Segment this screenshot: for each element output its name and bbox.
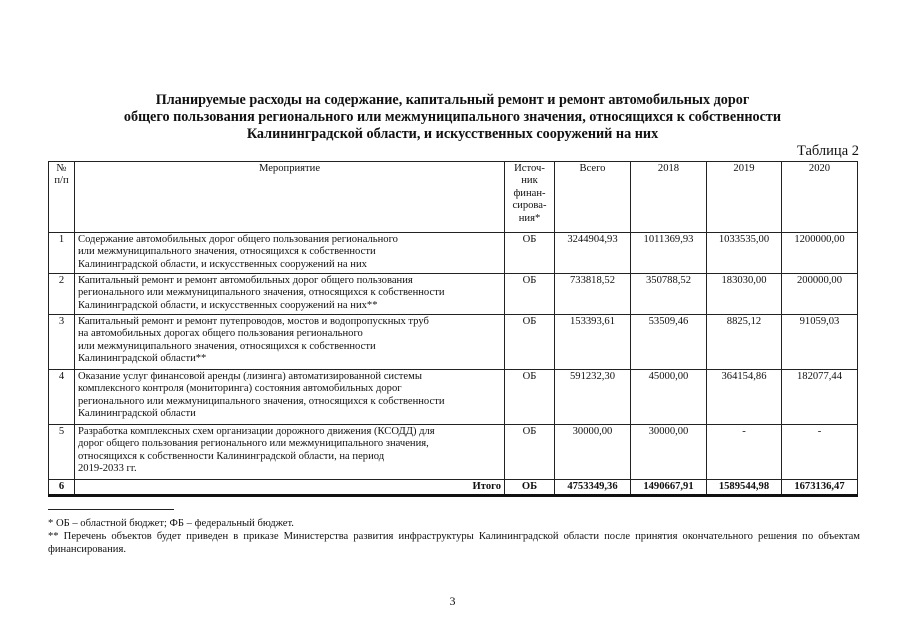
row-source: ОБ xyxy=(505,370,555,425)
row-name: Капитальный ремонт и ремонт автомобильных дорог общего пользования регионального или межмуниципального значения, относящихся к собственности Калининградской области, и искусственных сооружений на них** xyxy=(75,274,505,315)
title-line-2: общего пользования регионального или межмуниципального значения, относящихся к собственности xyxy=(123,109,782,125)
title-line-1: Планируемые расходы на содержание, капитальный ремонт и ремонт автомобильных дорог xyxy=(155,92,750,108)
row-source: ОБ xyxy=(505,425,555,480)
header-name: Мероприятие xyxy=(75,162,505,233)
row-source: ОБ xyxy=(505,233,555,274)
row-2019: 8825,12 xyxy=(707,315,782,370)
row-source: ОБ xyxy=(505,315,555,370)
row-total: 153393,61 xyxy=(555,315,631,370)
row-num: 5 xyxy=(49,425,75,480)
row-total: 591232,30 xyxy=(555,370,631,425)
total-2018: 1490667,91 xyxy=(631,480,707,496)
total-source: ОБ xyxy=(505,480,555,496)
row-2019: - xyxy=(707,425,782,480)
table-header-row xyxy=(49,162,858,233)
header-total: Всего xyxy=(555,162,631,233)
page-number: 3 xyxy=(449,594,456,608)
table-total-row xyxy=(49,480,858,496)
expenses-table xyxy=(48,161,858,497)
total-num: 6 xyxy=(49,480,75,496)
row-2019: 364154,86 xyxy=(707,370,782,425)
header-2020: 2020 xyxy=(782,162,858,233)
row-2018: 30000,00 xyxy=(631,425,707,480)
total-2020: 1673136,47 xyxy=(782,480,858,496)
row-2018: 1011369,93 xyxy=(631,233,707,274)
row-2019: 183030,00 xyxy=(707,274,782,315)
row-name: Капитальный ремонт и ремонт путепроводов, мостов и водопропускных труб на автомобильных дорогах общего пользования регионального или межмуниципального значения, относящихся к собственности Калининградской области** xyxy=(75,315,505,370)
table-row xyxy=(49,370,858,425)
footnote-1: * ОБ – областной бюджет; ФБ – федеральный бюджет. xyxy=(48,518,294,529)
row-2020: 182077,44 xyxy=(782,370,858,425)
row-num: 2 xyxy=(49,274,75,315)
row-num: 3 xyxy=(49,315,75,370)
header-2018: 2018 xyxy=(631,162,707,233)
row-2019: 1033535,00 xyxy=(707,233,782,274)
row-source: ОБ xyxy=(505,274,555,315)
total-label: Итого xyxy=(75,480,505,496)
table-label: Таблица 2 xyxy=(796,143,859,159)
row-total: 30000,00 xyxy=(555,425,631,480)
table-row xyxy=(49,274,858,315)
row-2020: - xyxy=(782,425,858,480)
footnote-separator xyxy=(48,509,174,510)
row-2018: 350788,52 xyxy=(631,274,707,315)
footnote-2: ** Перечень объектов будет приведен в приказе Министерства развития инфраструктуры Калининградской области после принятия окончательного решения по объектам финансирования. xyxy=(48,531,860,555)
row-total: 3244904,93 xyxy=(555,233,631,274)
row-2018: 45000,00 xyxy=(631,370,707,425)
row-num: 4 xyxy=(49,370,75,425)
table-row xyxy=(49,315,858,370)
row-2018: 53509,46 xyxy=(631,315,707,370)
header-num: № п/п xyxy=(49,162,75,233)
row-name: Разработка комплексных схем организации дорожного движения (КСОДД) для дорог общего пользования регионального или межмуниципального значения, относящихся к собственности Калининградской области, на период 2019-2033 гг. xyxy=(75,425,505,480)
row-2020: 1200000,00 xyxy=(782,233,858,274)
table-row xyxy=(49,233,858,274)
table-row xyxy=(49,425,858,480)
document-title xyxy=(0,92,905,143)
total-2019: 1589544,98 xyxy=(707,480,782,496)
row-total: 733818,52 xyxy=(555,274,631,315)
row-2020: 91059,03 xyxy=(782,315,858,370)
row-name: Оказание услуг финансовой аренды (лизинга) автоматизированной системы комплексного контроля (мониторинга) состояния автомобильных дорог регионального или межмуниципального значения, относящихся к собственности Калининградской области xyxy=(75,370,505,425)
title-line-3: Калининградской области, и искусственных сооружений на них xyxy=(246,126,659,142)
total-total: 4753349,36 xyxy=(555,480,631,496)
row-num: 1 xyxy=(49,233,75,274)
header-source: Источ- ник финан- сирова- ния* xyxy=(505,162,555,233)
header-2019: 2019 xyxy=(707,162,782,233)
row-2020: 200000,00 xyxy=(782,274,858,315)
row-name: Содержание автомобильных дорог общего пользования регионального или межмуниципального значения, относящихся к собственности Калининградской области, и искусственных сооружений на них xyxy=(75,233,505,274)
